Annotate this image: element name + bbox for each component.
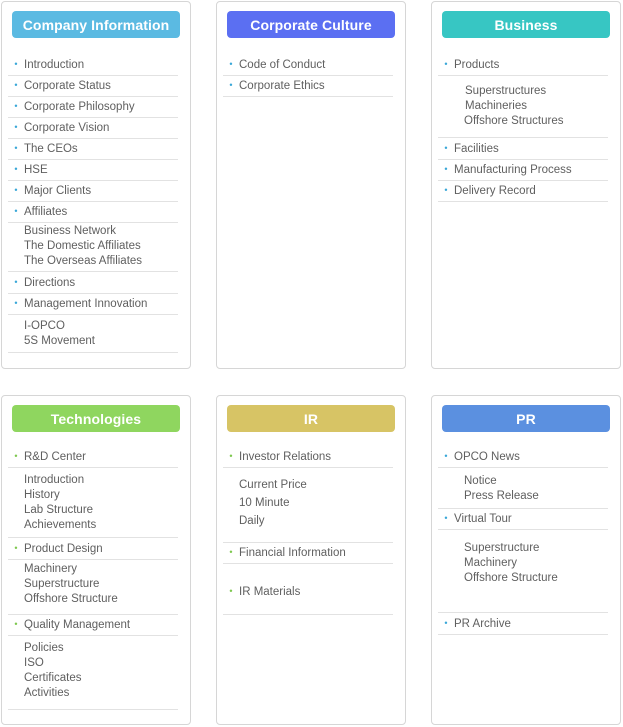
submenu-link-10-minute[interactable]: 10 Minute [239, 497, 290, 509]
bullet-icon: • [14, 451, 18, 461]
card-title-pr[interactable]: PR [442, 405, 610, 432]
submenu-link-superstructures[interactable]: Superstructures [465, 85, 547, 97]
submenu-link-machinery[interactable]: Machinery [24, 563, 78, 575]
menu-item-code-of-conduct[interactable]: • Code of Conduct [223, 54, 393, 76]
submenu-link-machineries[interactable]: Machineries [465, 100, 527, 112]
menu-item-delivery-record[interactable]: • Delivery Record [438, 180, 608, 202]
submenu-link-tour-superstructure[interactable]: Superstructure [464, 542, 540, 554]
divider [223, 614, 393, 615]
bullet-icon: • [444, 59, 448, 69]
card-title-technologies[interactable]: Technologies [12, 405, 180, 432]
card-title-company[interactable]: Company Information [12, 11, 180, 38]
bullet-icon: • [444, 513, 448, 523]
bullet-icon: • [14, 619, 18, 629]
tour-submenu [464, 541, 608, 586]
submenu-link-rd-history[interactable]: History [24, 489, 60, 501]
divider [8, 352, 178, 353]
card-pr [431, 395, 621, 725]
menu-item-facilities[interactable]: • Facilities [438, 138, 608, 160]
submenu-link-current-price[interactable]: Current Price [239, 479, 307, 491]
bullet-icon: • [14, 59, 18, 69]
menu-item-opco-news[interactable]: • OPCO News [438, 446, 608, 468]
bullet-icon: • [444, 185, 448, 195]
menu-item-pr-archive[interactable]: • PR Archive [438, 613, 608, 635]
menu-item-ir-materials[interactable]: • IR Materials [223, 581, 393, 602]
submenu-link-rd-introduction[interactable]: Introduction [24, 474, 85, 486]
submenu-link-daily[interactable]: Daily [239, 515, 265, 527]
menu-item-the-ceos[interactable]: • The CEOs [8, 138, 178, 160]
card-title-ir[interactable]: IR [227, 405, 395, 432]
menu-item-introduction[interactable]: • Introduction [8, 54, 178, 76]
menu-item-product-design[interactable]: • Product Design [8, 538, 178, 560]
menu-item-quality-management[interactable]: • Quality Management [8, 614, 178, 636]
bullet-icon: • [14, 80, 18, 90]
submenu-link-5s-movement[interactable]: 5S Movement [24, 335, 95, 347]
menu-item-corporate-philosophy[interactable]: • Corporate Philosophy [8, 96, 178, 118]
submenu-link-activities[interactable]: Activities [24, 687, 70, 699]
card-title-culture[interactable]: Corporate Culture [227, 11, 395, 38]
bullet-icon: • [444, 143, 448, 153]
products-submenu-offshore [464, 114, 608, 129]
menu-item-corporate-ethics[interactable]: • Corporate Ethics [223, 75, 393, 97]
submenu-link-i-opco[interactable]: I-OPCO [24, 320, 65, 332]
bullet-icon: • [444, 618, 448, 628]
bullet-icon: • [14, 101, 18, 111]
menu-item-manufacturing-process[interactable]: • Manufacturing Process [438, 159, 608, 181]
menu-item-management-innovation[interactable]: • Management Innovation [8, 293, 178, 315]
bullet-icon: • [14, 277, 18, 287]
bullet-icon: • [14, 164, 18, 174]
submenu-link-tour-machinery[interactable]: Machinery [464, 557, 518, 569]
card-corporate-culture [216, 1, 406, 369]
menu-item-affiliates[interactable]: • Affiliates [8, 201, 178, 223]
divider [8, 709, 178, 710]
submenu-link-press-release[interactable]: Press Release [464, 490, 539, 502]
bullet-icon: • [14, 298, 18, 308]
submenu-link-notice[interactable]: Notice [464, 475, 497, 487]
card-business [431, 1, 621, 369]
card-technologies [1, 395, 191, 725]
menu-item-major-clients[interactable]: • Major Clients [8, 180, 178, 202]
bullet-icon: • [229, 59, 233, 69]
quality-submenu [24, 641, 178, 701]
bullet-icon: • [229, 586, 233, 596]
menu-item-corporate-vision[interactable]: • Corporate Vision [8, 117, 178, 139]
bullet-icon: • [14, 543, 18, 553]
menu-item-hse[interactable]: • HSE [8, 159, 178, 181]
submenu-link-business-network[interactable]: Business Network [24, 225, 117, 237]
submenu-link-overseas-affiliates[interactable]: The Overseas Affiliates [24, 255, 143, 267]
affiliates-submenu [24, 224, 178, 269]
news-submenu [464, 474, 608, 504]
bullet-icon: • [444, 451, 448, 461]
bullet-icon: • [14, 206, 18, 216]
submenu-link-tour-offshore-structure[interactable]: Offshore Structure [464, 572, 558, 584]
submenu-link-superstructure[interactable]: Superstructure [24, 578, 100, 590]
investor-submenu [239, 476, 393, 530]
bullet-icon: • [229, 451, 233, 461]
submenu-link-domestic-affiliates[interactable]: The Domestic Affiliates [24, 240, 141, 252]
submenu-link-policies[interactable]: Policies [24, 642, 64, 654]
rd-submenu [24, 473, 178, 533]
submenu-link-certificates[interactable]: Certificates [24, 672, 82, 684]
submenu-link-offshore-structures[interactable]: Offshore Structures [464, 115, 564, 127]
bullet-icon: • [14, 185, 18, 195]
bullet-icon: • [14, 122, 18, 132]
submenu-link-achievements[interactable]: Achievements [24, 519, 97, 531]
bullet-icon: • [14, 143, 18, 153]
submenu-link-offshore-structure[interactable]: Offshore Structure [24, 593, 118, 605]
bullet-icon: • [229, 547, 233, 557]
menu-item-directions[interactable]: • Directions [8, 272, 178, 294]
card-ir [216, 395, 406, 725]
design-submenu [24, 562, 178, 607]
menu-item-rd-center[interactable]: • R&D Center [8, 446, 178, 468]
menu-item-financial-information[interactable]: • Financial Information [223, 542, 393, 564]
bullet-icon: • [229, 80, 233, 90]
card-company-information [1, 1, 191, 369]
menu-item-corporate-status[interactable]: • Corporate Status [8, 75, 178, 97]
bullet-icon: • [444, 164, 448, 174]
innovation-submenu [24, 319, 178, 349]
products-submenu [465, 84, 608, 114]
menu-item-virtual-tour[interactable]: • Virtual Tour [438, 508, 608, 530]
submenu-link-lab-structure[interactable]: Lab Structure [24, 504, 94, 516]
menu-item-products[interactable]: • Products [438, 54, 608, 76]
menu-item-investor-relations[interactable]: • Investor Relations [223, 446, 393, 468]
card-title-business[interactable]: Business [442, 11, 610, 38]
submenu-link-iso[interactable]: ISO [24, 657, 44, 669]
